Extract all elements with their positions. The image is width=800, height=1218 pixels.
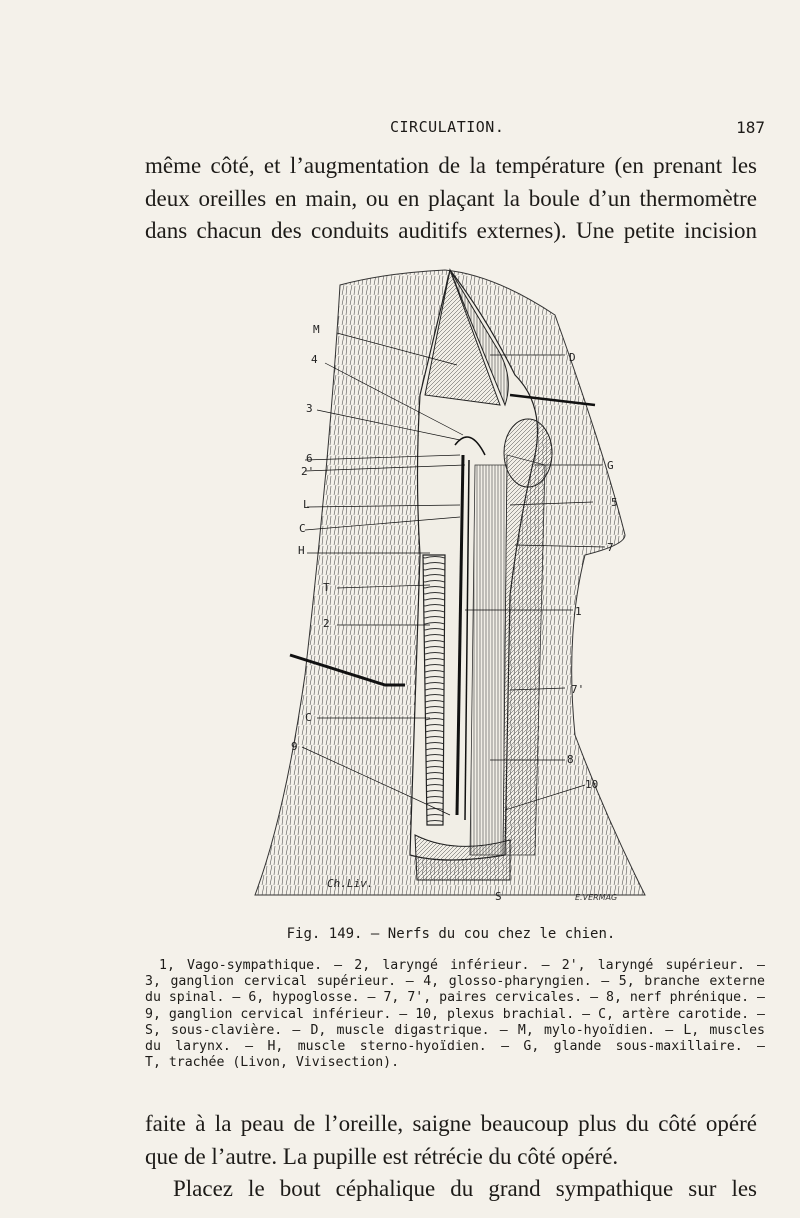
legend-line: T, trachée (Livon, Vivisection). — [145, 1055, 400, 1071]
figure-label: S — [495, 890, 502, 903]
figure-label: 2' — [301, 465, 315, 478]
artist-signature: Ch.Liv. — [327, 877, 374, 890]
trachea — [423, 555, 445, 825]
legend-line: du larynx. — H, muscle sterno-hyoïdien. — G, glande sous-maxillaire. — — [145, 1039, 765, 1055]
page-number: 187 — [736, 118, 765, 137]
legend-line: 9, ganglion cervical inférieur. — 10, plexus brachial. — C, artère carotide. — — [145, 1006, 765, 1022]
figure-label: 3 — [306, 402, 313, 415]
figure-label: 4 — [311, 353, 318, 366]
figure-label: M — [313, 323, 320, 336]
running-title: CIRCULATION. — [390, 118, 505, 136]
text-line: même côté, et l’augmentation de la température (en prenant les — [145, 153, 757, 178]
text-line: deux oreilles en main, ou en plaçant la boule d’un thermomètre — [145, 185, 757, 211]
legend-line: S, sous-clavière. — D, muscle digastrique. — M, mylo-hyoïdien. — L, muscles — [145, 1022, 765, 1038]
figure-label: 7 — [607, 541, 614, 554]
figure-label: D — [569, 351, 576, 364]
figure-label: 1 — [575, 605, 582, 618]
text-line: faite à la peau de l’oreille, saigne beaucoup plus du côté opéré — [145, 1111, 757, 1136]
figure-label: 6 — [306, 452, 313, 465]
figure-label: C — [299, 522, 306, 535]
text-line: dans chacun des conduits auditifs externes). Une petite incision — [145, 218, 757, 243]
anatomical-engraving — [245, 255, 655, 915]
legend-line: 1, Vago-sympathique. — 2, laryngé inférieur. — 2', laryngé supérieur. — — [159, 958, 765, 973]
text-line: Placez le bout céphalique du grand sympathique sur les — [173, 1176, 757, 1201]
figure-label: 2 — [323, 617, 330, 630]
paragraph-bottom — [145, 1108, 757, 1206]
figure-label: 10 — [585, 778, 599, 791]
sterno-muscle — [470, 465, 507, 855]
figure-label: H — [298, 544, 305, 557]
figure-label: L — [303, 498, 310, 511]
figure-label: T — [323, 581, 330, 594]
text-line: que de l’autre. La pupille est rétrécie du côté opéré. — [145, 1143, 619, 1169]
figure-caption: Fig. 149. — Nerfs du cou chez le chien. — [286, 926, 616, 942]
legend-line: 3, ganglion cervical supérieur. — 4, glosso-pharyngien. — 5, branche externe — [145, 974, 765, 990]
figure-label: 5 — [611, 496, 618, 509]
paragraph-top — [145, 150, 757, 248]
figure-label: G — [607, 459, 614, 472]
engraver-credit: E.VERMAG — [575, 893, 618, 902]
legend-line: du spinal. — 6, hypoglosse. — 7, 7', paires cervicales. — 8, nerf phrénique. — — [145, 990, 765, 1006]
figure-label: 8 — [567, 753, 574, 766]
running-head — [145, 118, 765, 138]
figure-label: 7' — [571, 683, 585, 696]
figure-label: 9 — [291, 740, 298, 753]
figure-legend — [145, 958, 765, 1071]
figure-label: C — [305, 711, 312, 724]
